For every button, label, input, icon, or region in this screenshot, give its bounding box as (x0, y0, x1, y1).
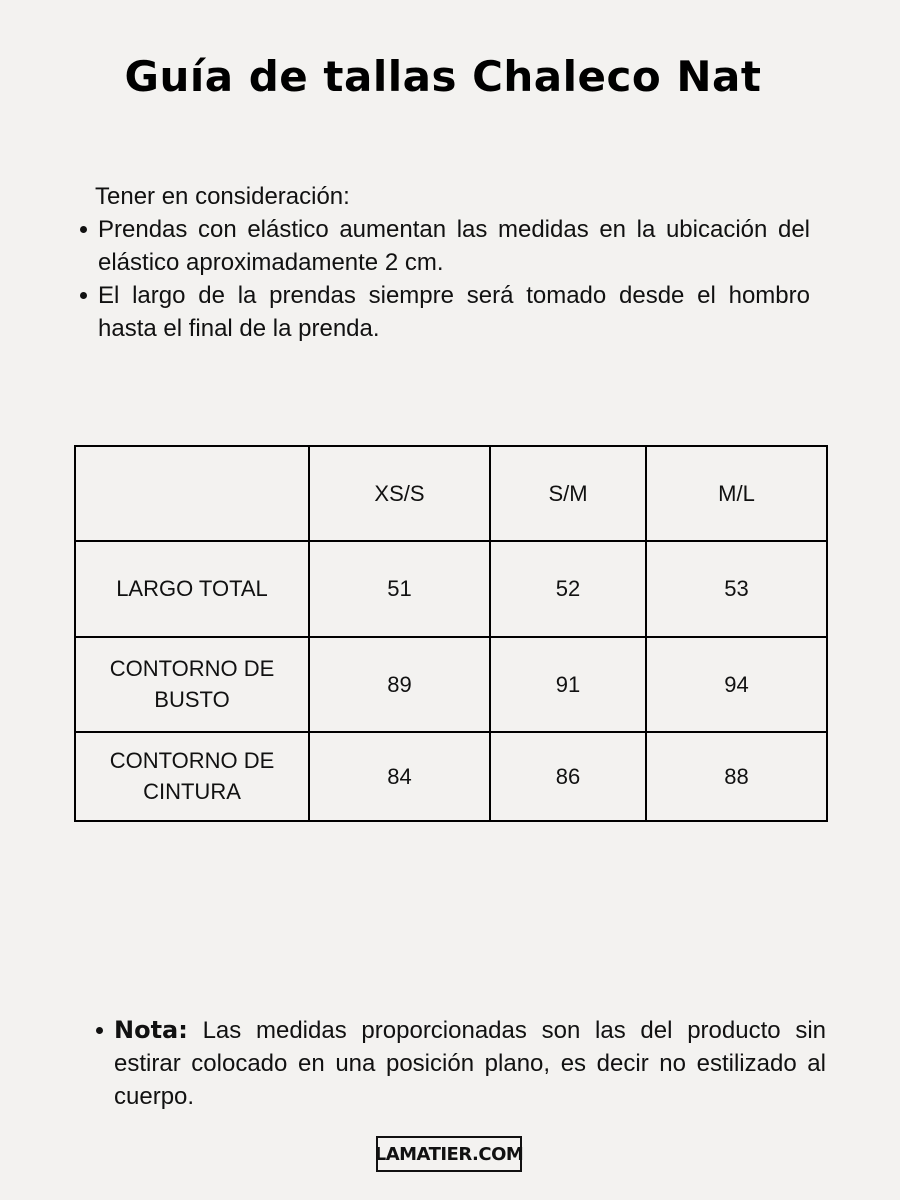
brand-badge: LAMATIER.COM (376, 1136, 522, 1172)
table-cell: 91 (490, 637, 646, 732)
table-cell: 52 (490, 541, 646, 636)
considerations-intro: Tener en consideración: (95, 183, 350, 210)
bullet-icon (80, 226, 87, 233)
table-cell: 88 (646, 732, 827, 821)
row-label-text: LARGO TOTAL (116, 576, 268, 602)
table-header-row (75, 446, 827, 541)
considerations-section (78, 180, 810, 345)
row-label-text: CONTORNO DE BUSTO (109, 656, 275, 713)
table-row (75, 637, 827, 732)
note-list (94, 1014, 826, 1113)
table-cell: 94 (646, 637, 827, 732)
table-header-cell: XS/S (309, 446, 490, 541)
table-header-cell: M/L (646, 446, 827, 541)
table-row (75, 732, 827, 821)
row-label (75, 732, 309, 821)
table-header-cell: S/M (490, 446, 646, 541)
table-cell: 51 (309, 541, 490, 636)
table-cell: 53 (646, 541, 827, 636)
note-label: Nota: (114, 1016, 188, 1044)
list-item (78, 213, 810, 279)
list-item (78, 279, 810, 345)
row-label-text: CONTORNO DE CINTURA (109, 748, 275, 805)
list-item-text: El largo de la prendas siempre será tomado desde el hombro hasta el final de la prenda. (98, 282, 810, 342)
table-cell: 89 (309, 637, 490, 732)
considerations-list (78, 213, 810, 345)
list-item-text: Prendas con elástico aumentan las medidas en la ubicación del elástico aproximadamente 2 cm. (98, 216, 810, 276)
row-label (75, 637, 309, 732)
table-header-cell (75, 446, 309, 541)
bullet-icon (80, 292, 87, 299)
bullet-icon (96, 1027, 103, 1034)
row-label (75, 541, 309, 636)
note-section (94, 1014, 826, 1113)
page-title: Guía de tallas Chaleco Nat (124, 52, 762, 101)
table-cell: 86 (490, 732, 646, 821)
table-cell: 84 (309, 732, 490, 821)
note-text: Las medidas proporcionadas son las del producto sin estirar colocado en una posición plano, es decir no estilizado al cuerpo. (114, 1017, 826, 1110)
table-row (75, 541, 827, 636)
size-table (74, 445, 828, 822)
list-item (94, 1014, 826, 1113)
